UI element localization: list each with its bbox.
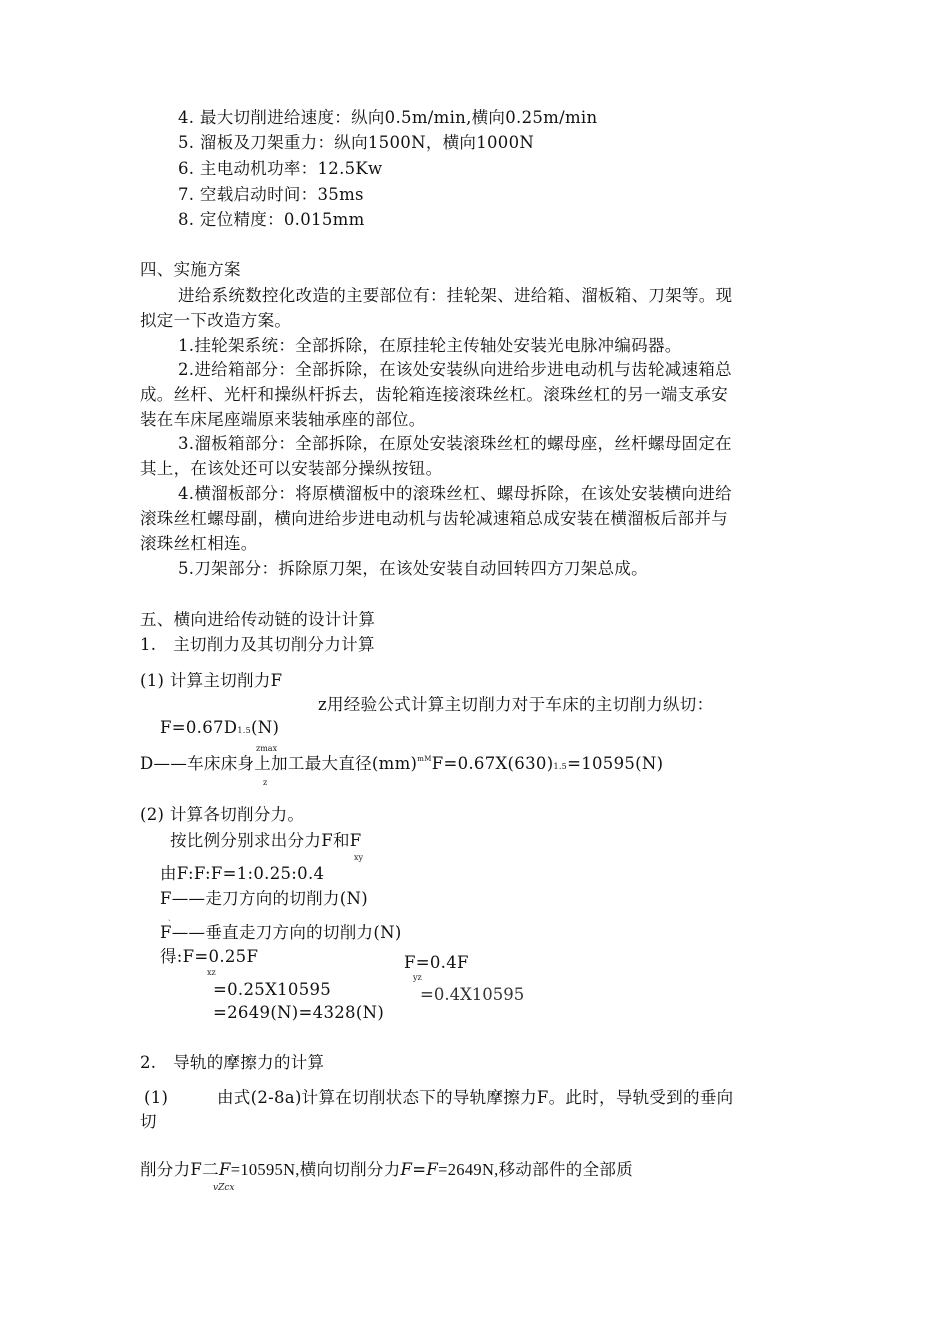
calc-fy-clipped-text: =0.4X10595: [420, 985, 525, 1004]
fx-definition: F——走刀方向的切削力(N): [160, 889, 368, 908]
plan-item-3-line-1: 3.溜板箱部分：全部拆除，在原处安装滚珠丝杠的螺母座，丝杆螺母固定在: [178, 434, 732, 453]
friction-text-cont: 切: [140, 1112, 157, 1131]
subscript-z: z: [263, 778, 268, 787]
component-force-eq: 二: [202, 1160, 219, 1179]
calc-fx: =0.25X10595: [213, 980, 332, 999]
component-force-end: =2649N,移动部件的全部质: [438, 1160, 634, 1179]
subscript-xz: xz: [207, 968, 216, 977]
result-values: =2649(N)=4328(N): [213, 1003, 385, 1022]
spec-item-5: 5. 溜板及刀架重力：纵向1500N，横向1000N: [178, 133, 535, 152]
diameter-calc: F=0.67X(630): [431, 754, 554, 773]
diameter-calc-exponent: 1.5: [553, 762, 568, 771]
result-fx: 得:F=0.25F: [160, 947, 259, 966]
formula-main-cutting-force-base: F=0.67D: [160, 718, 238, 737]
subscript-xy: xy: [354, 853, 364, 862]
plan-item-4-line-1: 4.横溜板部分：将原横溜板中的滚珠丝杠、螺母拆除，在该处安装横向进给: [178, 484, 732, 503]
ratio-equation: 由F:F:F=1:0.25:0.4: [160, 864, 325, 883]
section-5-heading: 五、横向进给传动链的设计计算: [140, 610, 376, 629]
diameter-calc-result: =10595(N): [567, 754, 664, 773]
plan-item-5: 5.刀架部分：拆除原刀架，在该处安装自动回转四方刀架总成。: [178, 559, 648, 578]
plan-item-2-line-2: 成。丝杆、光杆和操纵杆拆去，齿轮箱连接滚珠丝杠。滚珠丝杠的另一端支承安: [140, 385, 728, 404]
calc-2-title: (2) 计算各切削分力。: [140, 805, 305, 824]
component-force-eq2: =: [412, 1160, 427, 1179]
plan-item-4-line-2: 滚珠丝杠螺母副，横向进给步进电动机与齿轮减速箱总成安装在横溜板后部并与: [140, 509, 728, 528]
component-force-f2: F: [400, 1160, 413, 1179]
calc-1-formula-text: z用经验公式计算主切削力对于车床的主切削力纵切：: [318, 695, 714, 714]
section-4-intro-line-1: 进给系统数控化改造的主要部位有：挂轮架、进给箱、溜板箱、刀架等。现: [178, 286, 733, 305]
subsection-2-heading: 2. 导轨的摩擦力的计算: [140, 1053, 325, 1072]
component-force-f: F: [218, 1160, 231, 1179]
diameter-definition-text: D——车床床身上加工最大直径(mm): [140, 754, 418, 773]
formula-main-cutting-force: [160, 720, 279, 737]
formula-unit: (N): [250, 718, 280, 737]
result-fy: F=0.4F: [404, 953, 469, 972]
section-4-heading: 四、实施方案: [140, 260, 241, 279]
component-force-f3: F: [426, 1160, 439, 1179]
subsection-1-heading: 1. 主切削力及其切削分力计算: [140, 635, 375, 654]
ratio-text: 按比例分别求出分力F和F: [170, 831, 362, 850]
plan-item-2-line-3: 装在车床尾座端原来装轴承座的部位。: [140, 410, 426, 429]
superscript-mm: mM: [417, 755, 432, 763]
calc-fy-clipped: [420, 985, 525, 1004]
spec-item-8: 8. 定位精度：0.015mm: [178, 210, 365, 229]
fy-definition: F——垂直走刀方向的切削力(N): [160, 923, 402, 942]
spec-item-7: 7. 空载启动时间：35ms: [178, 185, 364, 204]
friction-text: 由式(2-8a)计算在切削状态下的导轨摩擦力F。此时，导轨受到的垂向: [217, 1088, 734, 1107]
plan-item-1: 1.挂轮架系统：全部拆除，在原挂轮主传轴处安装光电脉冲编码器。: [178, 336, 682, 355]
subscript-vzcx: vZcx: [213, 1183, 235, 1193]
diameter-definition: [140, 756, 663, 773]
calc-1-title: (1) 计算主切削力F: [140, 671, 283, 690]
plan-item-3-line-2: 其上，在该处还可以安装部分操纵按钮。: [140, 459, 443, 478]
plan-item-4-line-3: 滚珠丝杠相连。: [140, 534, 258, 553]
tick-mark: ˎ: [168, 912, 171, 921]
formula-exponent: 1.5: [237, 726, 251, 735]
component-force-pre: 削分力F: [140, 1160, 203, 1179]
component-force-line: [140, 1162, 633, 1179]
component-force-mid: =10595N,横向切削分力: [230, 1160, 401, 1179]
spec-item-6: 6. 主电动机功率：12.5Kw: [178, 159, 383, 178]
plan-item-2-line-1: 2.进给箱部分：全部拆除，在该处安装纵向进给步进电动机与齿轮减速箱总: [178, 360, 732, 379]
subscript-yz: yz: [413, 973, 422, 982]
spec-item-4: 4. 最大切削进给速度：纵向0.5m/min,横向0.25m/min: [178, 108, 598, 127]
subscript-zmax: zmax: [256, 744, 278, 753]
section-4-intro-line-2: 拟定一下改造方案。: [140, 311, 292, 330]
friction-lead: (1): [144, 1088, 169, 1107]
